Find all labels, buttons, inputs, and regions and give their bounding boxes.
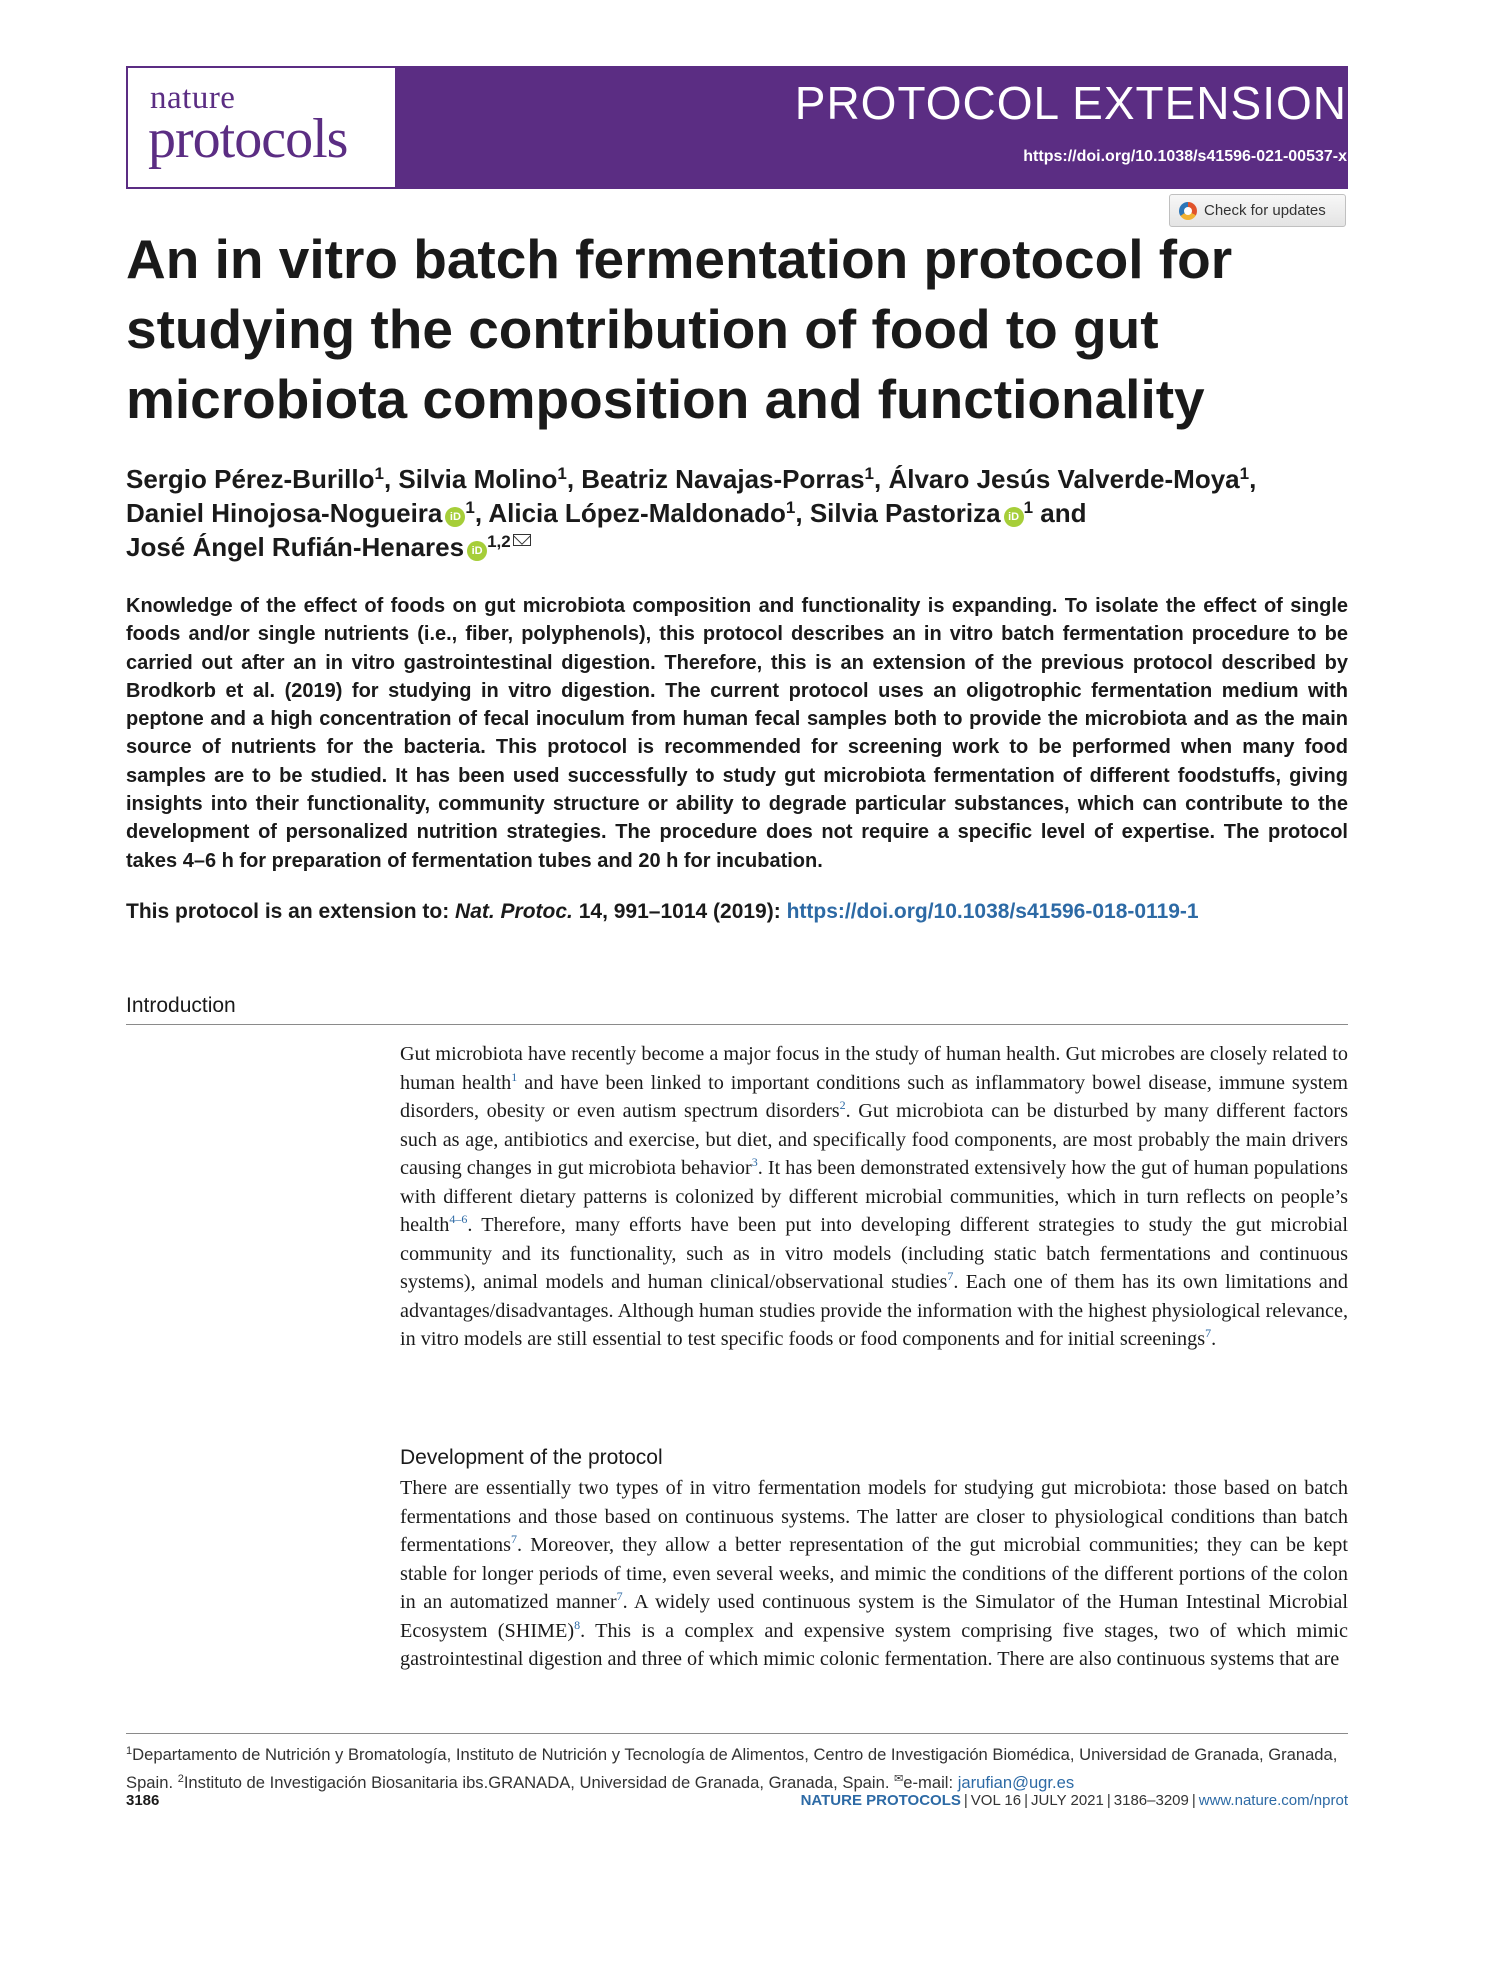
reference-link[interactable]: 8	[574, 1617, 581, 1632]
footer-journal-name[interactable]: NATURE PROTOCOLS	[800, 1792, 961, 1809]
author-affiliation: 1	[1239, 464, 1250, 483]
footnote-divider	[126, 1733, 1348, 1734]
reference-link[interactable]: 7	[1205, 1326, 1212, 1340]
author-affiliation: 1	[785, 498, 796, 517]
email-label: e-mail:	[903, 1773, 958, 1792]
author-line-2	[126, 496, 1351, 530]
author-affiliation: 1	[465, 498, 475, 517]
extension-doi-link[interactable]: https://doi.org/10.1038/s41596-018-0119-1	[786, 900, 1199, 923]
author-name[interactable]: Daniel Hinojosa-Nogueira	[126, 498, 443, 528]
envelope-icon: ✉	[894, 1773, 904, 1785]
logo-nature-text: nature	[150, 80, 236, 116]
author-separator: ,	[474, 498, 489, 528]
journal-footer: NATURE PROTOCOLS | VOL 16 | JULY 2021 | 3186–3209 | www.nature.com/nprot	[800, 1792, 1348, 1809]
author-separator: ,	[566, 464, 582, 494]
abstract: Knowledge of the effect of foods on gut microbiota composition and functionality is expanding. To isolate the effect of single foods and/or single nutrients (i.e., fiber, polyphenols), this protocol describes an in vitro batch fermentation procedure to be carried out after an in vitro gastrointestinal digestion. Therefore, this is an extension of the previous protocol described by Brodkorb et al. (2019) for studying in vitro digestion. The current protocol uses an oligotrophic fermentation medium with peptone and a high concentration of fecal inoculum from human fecal samples both to provide the microbiota and as the main source of nutrients for the bacteria. This protocol is recommended for screening work to be performed when many food samples are to be studied. It has been used successfully to study gut microbiota fermentation of different foodstuffs, giving insights into their functionality, community structure or ability to degrade particular substances, which can contribute to the development of personalized nutrition strategies. The procedure does not require a specific level of expertise. The protocol takes 4–6 h for preparation of fermentation tubes and 20 h for incubation.	[126, 595, 1348, 872]
reference-link[interactable]: 7	[616, 1589, 623, 1603]
author-affiliation: 1	[374, 464, 384, 483]
text-segment: . Each one of them has its own limitations and advantages/disadvantages. Although human studies provide the information with the highest physiological relevance, in vitro models are still essential to test specific foods or food components and for initial screenings	[400, 1271, 1348, 1350]
author-affiliation: 1	[1023, 498, 1034, 517]
reference-link[interactable]: 7	[511, 1532, 517, 1546]
text-segment: . It has been demonstrated extensively how the gut of human populations with different dietary patterns is colonized by different microbial communities, which in turn reflects on people’s health	[400, 1157, 1348, 1236]
email-envelope-icon[interactable]	[513, 534, 531, 546]
author-name[interactable]: Sergio Pérez-Burillo	[126, 464, 375, 494]
reference-link[interactable]: 3	[751, 1155, 758, 1169]
text-segment: and have been linked to important conditions such as inflammatory bowel disease, immune system disorders, obesity or even autism spectrum disorders	[400, 1071, 1348, 1122]
orcid-icon[interactable]: iD	[445, 507, 465, 527]
footer-volume: VOL 16	[970, 1792, 1022, 1809]
article-doi-link[interactable]: https://doi.org/10.1038/s41596-021-00537-x	[1023, 148, 1347, 165]
text-segment: There are essentially two types of in vitro fermentation models for studying gut microbiota: those based on batch fermentations and those based on continuous systems. The latter are closer to physiological conditions than batch fermentations	[400, 1477, 1348, 1556]
author-name[interactable]: Alicia López-Maldonado	[488, 498, 786, 528]
text-segment: . Gut microbiota can be disturbed by many different factors such as age, antibiotics and exercise, but diet, and specifically food components, are most probably the main drivers causing changes in gut microbiota behavior	[400, 1100, 1348, 1179]
author-name[interactable]: José Ángel Rufián-Henares	[126, 532, 465, 562]
author-line-3	[126, 530, 1351, 564]
extension-prefix: This protocol is an extension to:	[126, 900, 456, 923]
section-heading-introduction: Introduction	[126, 994, 236, 1017]
development-paragraph	[400, 1474, 1348, 1674]
author-name[interactable]: Silvia Molino	[398, 464, 558, 494]
affiliation-1: Departamento de Nutrición y Bromatología, Instituto de Nutrición y Tecnología de Alimentos, Centro de Investigación Biomédica, Universidad de Granada, Granada, Spain.	[126, 1745, 1338, 1792]
author-separator: ,	[874, 464, 889, 494]
title-line-2: studying the contribution of food to gut	[126, 298, 1159, 360]
orcid-icon[interactable]: iD	[467, 541, 487, 561]
author-name[interactable]: Álvaro Jesús Valverde-Moya	[888, 464, 1240, 494]
logo-protocols-text: protocols	[148, 108, 348, 170]
extension-note	[126, 900, 1199, 924]
author-list	[126, 462, 1351, 564]
author-separator: ,	[1249, 464, 1257, 494]
extension-journal: Nat. Protoc.	[455, 900, 573, 923]
page-number: 3186	[126, 1792, 160, 1809]
reference-link[interactable]: 7	[947, 1269, 954, 1283]
footnote-marker: 2	[177, 1773, 184, 1785]
text-segment: . A widely used continuous system is the Simulator of the Human Intestinal Microbial Ecosystem (SHIME)	[400, 1591, 1348, 1642]
text-segment: .	[1211, 1328, 1217, 1350]
orcid-icon[interactable]: iD	[1004, 507, 1024, 527]
text-segment: . Therefore, many efforts have been put into developing different strategies to study the gut microbial community and its functionality, such as in vitro models (including static batch fermentations and continuous systems), animal models and human clinical/observational studies	[400, 1214, 1348, 1293]
author-affiliation: 1	[864, 464, 874, 483]
author-separator: ,	[383, 464, 399, 494]
footer-url-link[interactable]: www.nature.com/nprot	[1198, 1792, 1348, 1809]
reference-link[interactable]: 4–6	[449, 1212, 468, 1226]
footnote-marker: 1	[126, 1745, 133, 1757]
article-type-label: PROTOCOL EXTENSION	[794, 77, 1347, 129]
text-segment: . This is a complex and expensive system comprising five stages, two of which mimic gastrointestinal digestion and three of which mimic colonic fermentation. There are also continuous systems that are	[400, 1619, 1349, 1670]
title-line-1: An in vitro batch fermentation protocol for	[126, 228, 1233, 290]
article-title	[126, 224, 1276, 434]
extension-citation: 14, 991–1014 (2019):	[572, 900, 787, 923]
author-separator: and	[1033, 498, 1087, 528]
reference-link[interactable]: 2	[839, 1098, 846, 1112]
section-divider	[126, 1024, 1348, 1025]
affiliations-footnote	[126, 1741, 1348, 1797]
affiliation-2: Instituto de Investigación Biosanitaria ibs.GRANADA, Universidad de Granada, Granada, Spain.	[183, 1773, 890, 1792]
reference-link[interactable]: 1	[511, 1069, 518, 1084]
footer-date: JULY 2021	[1031, 1792, 1104, 1809]
footer-pages: 3186–3209	[1113, 1792, 1189, 1809]
author-line-1	[126, 462, 1351, 496]
corresponding-email-link[interactable]: jarufian@ugr.es	[957, 1773, 1075, 1792]
author-affiliation: 1	[557, 464, 567, 483]
text-segment: . Moreover, they allow a better representation of the gut microbial communities; they can be kept stable for longer periods of time, even several weeks, and mimic the conditions of the different portions of the colon in an automatized manner	[400, 1534, 1348, 1613]
introduction-paragraph	[400, 1040, 1348, 1354]
check-for-updates-label: Check for updates	[1204, 202, 1326, 219]
subsection-heading-development: Development of the protocol	[400, 1446, 663, 1469]
author-separator: ,	[795, 498, 810, 528]
text-segment: Gut microbiota have recently become a major focus in the study of human health. Gut microbes are closely related to human health	[400, 1043, 1348, 1094]
crossmark-icon	[1179, 202, 1197, 220]
author-name[interactable]: Beatriz Navajas-Porras	[581, 464, 865, 494]
author-affiliation: 1,2	[487, 532, 511, 551]
title-line-3: microbiota composition and functionality	[126, 368, 1205, 430]
author-name[interactable]: Silvia Pastoriza	[809, 498, 1001, 528]
check-for-updates-button[interactable]	[1169, 194, 1346, 227]
